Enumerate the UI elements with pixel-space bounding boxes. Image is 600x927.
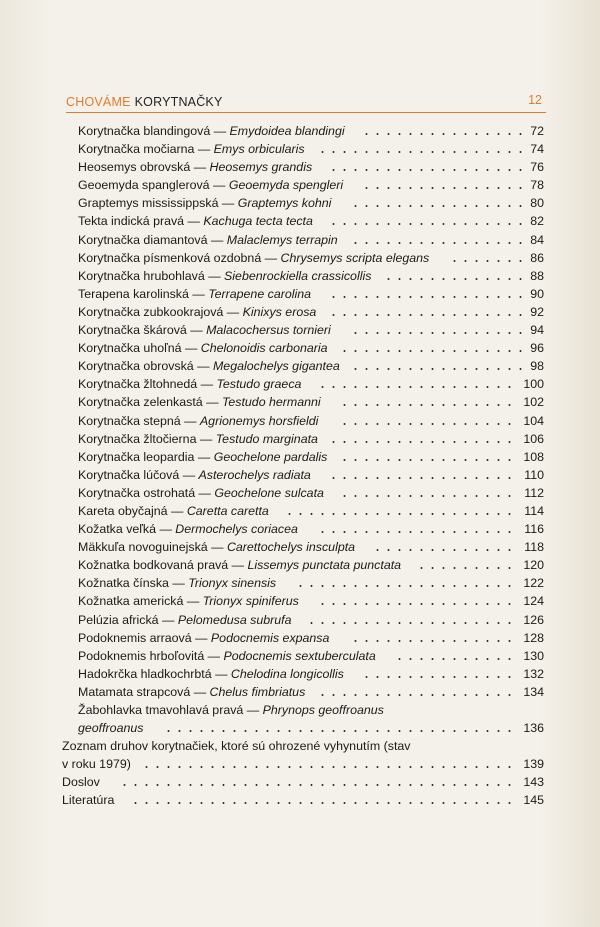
leader-dots [317, 375, 517, 393]
entry-common-name: Podoknemis arraová [78, 630, 192, 645]
toc-entry [64, 683, 544, 701]
entry-species: Pelomedusa subrufa [177, 612, 292, 627]
toc-entry [64, 231, 544, 249]
entry-page: 132 [523, 666, 544, 681]
entry-text [78, 502, 273, 520]
entry-species: Geochelone pardalis [213, 449, 328, 464]
entry-text [78, 412, 322, 430]
entry-dash: — [211, 666, 231, 681]
entry-species: Malacochersus tornieri [206, 323, 331, 338]
entry-common-name: Hadokrčka hladkochrbtá [78, 666, 212, 681]
entry-species: Testudo hermanni [221, 395, 321, 410]
leader-dots [350, 231, 524, 249]
toc-entry [64, 122, 544, 140]
header-section: CHOVÁME [66, 95, 131, 109]
entry-text [78, 466, 315, 484]
entry-common-name: Tekta indická pravá [78, 214, 185, 229]
entry-page: 92 [530, 304, 544, 319]
entry-common-name: Korytnačka hrubohlavá [78, 268, 205, 283]
entry-common-name: Korytnačka zelenkastá [78, 395, 203, 410]
leader-dots [394, 647, 517, 665]
leader-dots [350, 629, 517, 647]
leader-dots [141, 755, 517, 773]
entry-common-name: Korytnačka leopardia [78, 449, 195, 464]
entry-dash: — [184, 214, 204, 229]
entry-page: 78 [530, 178, 544, 193]
back-matter-entry [64, 737, 544, 773]
entry-common-name: Korytnačka žltohnedá [78, 377, 198, 392]
entry-dash: — [168, 576, 189, 591]
leader-dots [119, 773, 517, 791]
table-of-contents [64, 122, 544, 810]
entry-dash: — [194, 449, 214, 464]
entry-common-name: Kareta obyčajná [78, 503, 168, 518]
leader-dots [339, 448, 517, 466]
entry-common-name: Kožnatka bodkovaná pravá [78, 558, 229, 573]
entry-species: Podocnemis sextuberculata [223, 648, 376, 663]
leader-dots [328, 158, 524, 176]
entry-page: 110 [524, 467, 544, 482]
entry-dash: — [223, 304, 243, 319]
leader-dots [284, 502, 518, 520]
toc-entry [64, 339, 544, 357]
toc-entry [64, 574, 544, 592]
entry-dash: — [228, 558, 248, 573]
entry-common-name: Geoemyda spanglerová [78, 178, 210, 193]
entry-page: 130 [523, 648, 544, 663]
entry-dash: — [167, 503, 187, 518]
back-matter-entry [64, 791, 544, 809]
entry-text [78, 647, 380, 665]
toc-entry [64, 556, 544, 574]
entry-text [78, 484, 328, 502]
entry-common-name: Kožnatka americká [78, 594, 184, 609]
leader-dots [306, 611, 517, 629]
leader-dots [350, 321, 524, 339]
entry-page: 90 [530, 286, 544, 301]
leader-dots [317, 520, 518, 538]
back-matter-text: Literatúra [62, 793, 115, 808]
entry-page: 128 [523, 630, 544, 645]
entry-dash: — [261, 250, 281, 265]
entry-text [78, 212, 317, 230]
leader-dots [372, 538, 518, 556]
leader-dots [328, 430, 517, 448]
running-header [66, 93, 546, 111]
entry-dash: — [194, 142, 214, 157]
entry-species: Emydoidea blandingi [229, 124, 345, 138]
entry-common-name: Korytnačka písmenková ozdobná [78, 250, 262, 265]
entry-text [78, 393, 325, 411]
toc-entry [64, 375, 544, 393]
entry-common-name: Žabohlavka tmavohlavá pravá [78, 703, 244, 717]
leader-dots [449, 249, 524, 267]
entry-page: 124 [523, 594, 544, 609]
header-page-number: 12 [528, 93, 542, 107]
entry-text [78, 158, 316, 176]
toc-entry [64, 520, 544, 538]
entry-page: 126 [523, 612, 544, 627]
entry-dash: — [243, 703, 263, 717]
entry-dash: — [195, 485, 215, 500]
back-matter-text: Zoznam druhov korytnačiek, ktoré sú ohrozené vyhynutím (stav [62, 739, 411, 754]
entry-common-name: Korytnačka stepná [78, 413, 181, 428]
entry-text [78, 683, 309, 701]
entry-species: Kachuga tecta tecta [203, 214, 313, 229]
leader-dots [339, 393, 517, 411]
entry-text [78, 448, 331, 466]
entry-dash: — [204, 648, 224, 663]
entry-page: 116 [524, 522, 544, 537]
entry-dash: — [204, 268, 225, 283]
entry-dash: — [218, 196, 238, 211]
entry-text [78, 249, 433, 267]
entry-text [78, 574, 280, 592]
entry-common-name: Korytnačka diamantová [78, 232, 208, 247]
leader-dots [163, 719, 517, 737]
leader-dots [317, 592, 517, 610]
toc-entry [64, 502, 544, 520]
leader-dots [361, 665, 517, 683]
entry-dash: — [207, 232, 227, 247]
entry-dash: — [209, 178, 229, 193]
toc-entry [64, 592, 544, 610]
entry-common-name: Pelúzia africká [78, 612, 159, 627]
entry-species-continued: geoffroanus [78, 721, 144, 735]
leader-dots [328, 466, 518, 484]
entry-page: 98 [530, 359, 544, 374]
entry-species: Agrionemys horsfieldi [199, 413, 319, 428]
entry-dash: — [181, 341, 201, 356]
entry-species: Trionyx sinensis [188, 576, 277, 591]
entry-species: Podocnemis expansa [210, 630, 330, 645]
entry-species: Chrysemys scripta elegans [280, 250, 430, 265]
entry-page: 100 [523, 377, 544, 392]
entry-common-name: Podoknemis hrboľovitá [78, 648, 205, 663]
entry-species: Testudo graeca [216, 377, 302, 392]
back-matter-entry [64, 773, 544, 791]
header-title: KORYTNAČKY [134, 95, 223, 109]
entry-page: 112 [524, 485, 544, 500]
leader-dots [328, 212, 524, 230]
leader-dots [317, 140, 524, 158]
entry-dash: — [207, 540, 227, 555]
toc-entry [64, 212, 544, 230]
entry-species: Chelus fimbriatus [209, 684, 306, 699]
entry-common-name: Heosemys obrovská [78, 160, 191, 175]
entry-dash: — [190, 160, 210, 175]
leader-dots [361, 176, 524, 194]
entry-common-name: Terapena karolinská [78, 286, 189, 301]
entry-dash: — [179, 467, 199, 482]
entry-text [78, 665, 348, 683]
entry-text [78, 538, 359, 556]
toc-entry [64, 357, 544, 375]
leader-dots [339, 484, 518, 502]
entry-species: Lissemys punctata punctata [247, 558, 402, 573]
entry-common-name: Graptemys mississippská [78, 196, 219, 211]
entry-dash: — [190, 684, 210, 699]
leader-dots [350, 194, 524, 212]
toc-entry [64, 393, 544, 411]
toc-entry [64, 140, 544, 158]
header-rule [66, 112, 546, 113]
entry-page: 136 [523, 721, 544, 735]
entry-page: 96 [530, 341, 544, 356]
entry-text [78, 122, 349, 140]
leader-dots [383, 267, 524, 285]
back-matter-text: Doslov [62, 775, 100, 790]
entry-species: Malaclemys terrapin [226, 232, 338, 247]
entry-species: Geoemyda spengleri [228, 178, 344, 193]
entry-common-name: Kožnatka čínska [78, 576, 169, 591]
entry-species: Siebenrockiella crassicollis [224, 268, 372, 283]
entry-dash: — [156, 522, 176, 537]
entry-species: Kinixys erosa [242, 304, 317, 319]
back-matter-page: 145 [523, 793, 544, 808]
entry-page: 114 [524, 503, 544, 518]
entry-dash: — [197, 377, 217, 392]
leader-dots [350, 357, 524, 375]
entry-dash: — [158, 612, 178, 627]
entry-page: 82 [530, 214, 544, 229]
entry-page: 76 [530, 160, 544, 175]
leader-dots [295, 574, 517, 592]
entry-text [78, 303, 320, 321]
leader-dots [328, 303, 524, 321]
entry-text [78, 321, 335, 339]
entry-page: 86 [530, 250, 544, 265]
toc-entry [64, 665, 544, 683]
entry-page: 94 [530, 323, 544, 338]
toc-entry [64, 303, 544, 321]
toc-entry [64, 321, 544, 339]
entry-species: Trionyx spiniferus [202, 594, 299, 609]
entry-species: Caretta caretta [186, 503, 269, 518]
entry-text [78, 231, 342, 249]
entry-dash: — [188, 286, 209, 301]
entry-common-name: Matamata strapcová [78, 684, 191, 699]
entry-page: 84 [530, 232, 544, 247]
toc-entry [64, 158, 544, 176]
entry-common-name: Korytnačka škárová [78, 323, 187, 338]
toc-entry [64, 194, 544, 212]
entry-page: 108 [523, 449, 544, 464]
entry-page: 72 [530, 124, 544, 138]
entry-text [78, 267, 375, 285]
leader-dots [361, 122, 524, 140]
entry-text [78, 520, 302, 538]
entry-text [78, 556, 405, 574]
entry-text [78, 357, 344, 375]
toc-entry [64, 285, 544, 303]
toc-entry [64, 611, 544, 629]
entry-common-name: Korytnačka žltočierna [78, 431, 197, 446]
toc-entry [64, 448, 544, 466]
leader-dots [339, 339, 524, 357]
entry-species: Megalochelys gigantea [212, 359, 340, 374]
entry-species: Emys orbicularis [213, 142, 305, 157]
entry-text [78, 375, 305, 393]
entry-species: Dermochelys coriacea [175, 522, 298, 537]
entry-common-name: Korytnačka lúčová [78, 467, 180, 482]
leader-dots [328, 285, 524, 303]
leader-dots [339, 412, 517, 430]
entry-dash: — [191, 630, 211, 645]
entry-page: 122 [523, 576, 544, 591]
entry-dash: — [186, 323, 207, 338]
entry-species: Graptemys kohni [237, 196, 332, 211]
entry-species: Testudo marginata [215, 431, 318, 446]
entry-text [78, 611, 296, 629]
entry-common-name: Mäkkuľa novoguinejská [78, 540, 208, 555]
entry-page: 118 [524, 540, 544, 555]
entry-species: Chelodina longicollis [230, 666, 344, 681]
toc-entry [64, 701, 544, 737]
toc-entry [64, 412, 544, 430]
entry-common-name: Korytnačka ostrohatá [78, 485, 196, 500]
entry-dash: — [196, 431, 216, 446]
entry-species: Asterochelys radiata [198, 467, 311, 482]
entry-dash: — [180, 413, 200, 428]
toc-entry [64, 176, 544, 194]
entry-common-name: Korytnačka močiarna [78, 142, 195, 157]
entry-dash: — [202, 395, 222, 410]
toc-entry [64, 484, 544, 502]
entry-page: 80 [530, 196, 544, 211]
entry-species: Terrapene carolina [208, 286, 312, 301]
entry-species: Heosemys grandis [209, 160, 313, 175]
entry-page: 134 [523, 684, 544, 699]
toc-entry [64, 267, 544, 285]
leader-dots [416, 556, 517, 574]
entry-page: 104 [523, 413, 544, 428]
toc-entry [64, 430, 544, 448]
toc-entry [64, 629, 544, 647]
toc-entry [64, 647, 544, 665]
entry-dash: — [210, 124, 230, 138]
entry-text [78, 592, 303, 610]
entry-text [78, 430, 322, 448]
entry-species: Geochelone sulcata [214, 485, 324, 500]
entry-text [78, 629, 333, 647]
entry-text [78, 176, 347, 194]
toc-entry [64, 466, 544, 484]
entry-page: 106 [523, 431, 544, 446]
back-matter-page: 143 [523, 775, 544, 790]
entry-species: Carettochelys insculpta [226, 540, 356, 555]
entry-text [78, 701, 388, 719]
entry-page: 120 [523, 558, 544, 573]
entry-common-name: Kožatka veľká [78, 522, 156, 537]
back-matter-page: 139 [523, 757, 544, 772]
entry-page: 88 [530, 268, 544, 283]
entry-page: 74 [530, 142, 544, 157]
toc-entry [64, 538, 544, 556]
entry-text [78, 285, 315, 303]
leader-dots [317, 683, 517, 701]
entry-text [78, 140, 309, 158]
entry-dash: — [193, 359, 213, 374]
entry-species: Chelonoidis carbonaria [200, 341, 328, 356]
entry-common-name: Korytnačka zubkookrajová [78, 304, 224, 319]
entry-text [78, 339, 332, 357]
entry-species: Phrynops geoffroanus [262, 703, 384, 717]
entry-dash: — [183, 594, 203, 609]
toc-entry [64, 249, 544, 267]
entry-common-name: Korytnačka obrovská [78, 359, 194, 374]
entry-common-name: Korytnačka blandingová [78, 124, 211, 138]
entry-common-name: Korytnačka uhoľná [78, 341, 182, 356]
entry-page: 102 [523, 395, 544, 410]
back-matter-text-continued: v roku 1979) [62, 757, 131, 772]
leader-dots [130, 791, 517, 809]
entry-text [78, 194, 335, 212]
